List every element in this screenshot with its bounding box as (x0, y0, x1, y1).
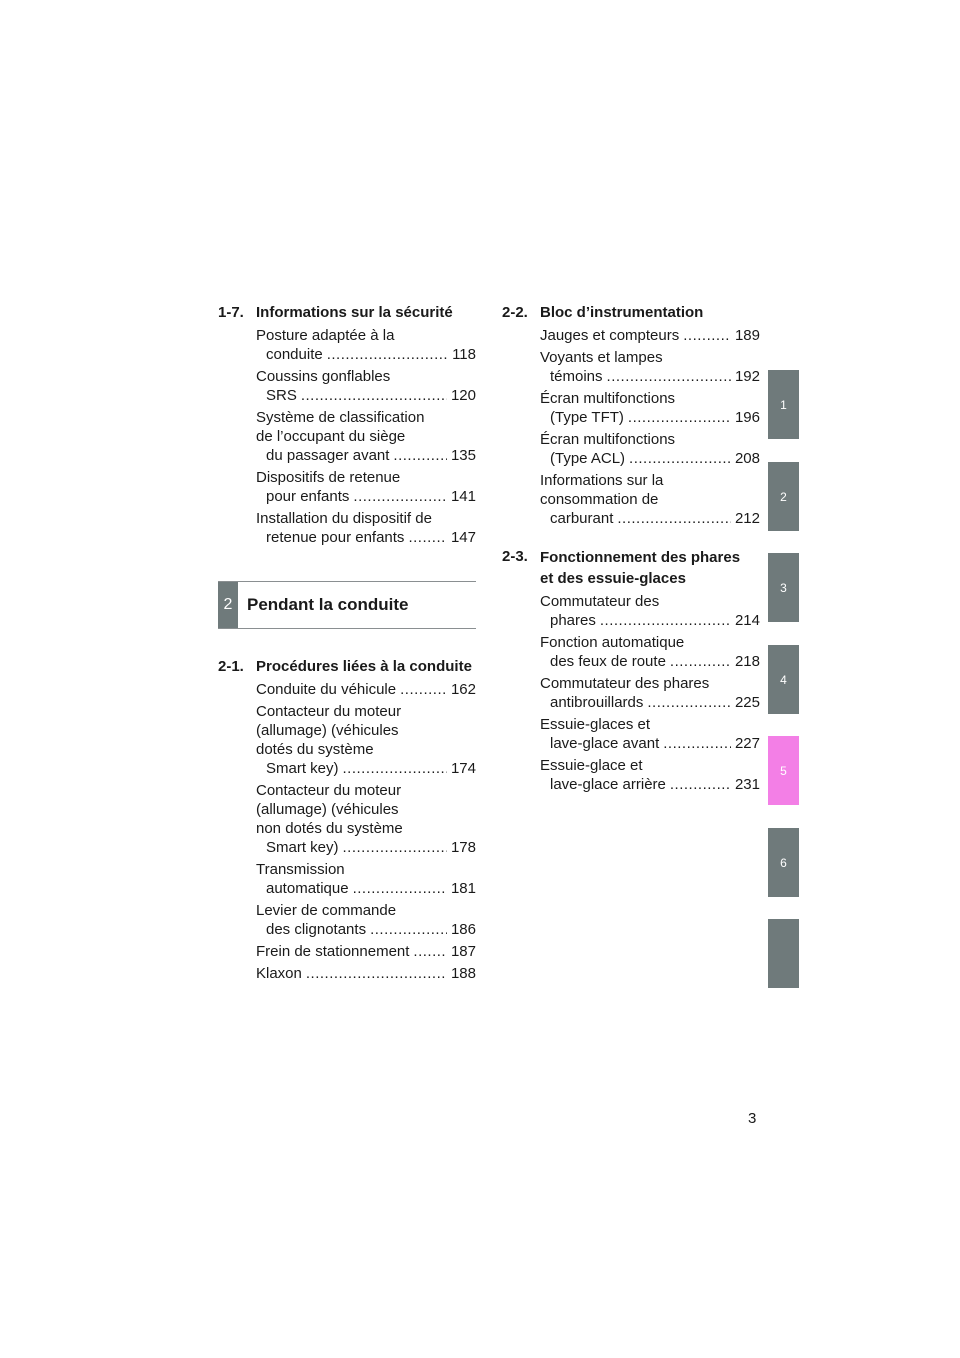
chapter-heading (218, 581, 476, 629)
dot-leader (353, 487, 447, 506)
entry-list (502, 592, 760, 794)
section-number: 2-3. (502, 548, 528, 565)
toc-entry-line (540, 775, 760, 794)
toc-page-number: 186 (450, 921, 476, 938)
toc-entry-text: carburant (550, 510, 614, 527)
toc-entry-text: du passager avant (266, 447, 390, 464)
section-2-2 (502, 303, 760, 528)
toc-entry-line (256, 964, 476, 983)
section-title-line: et des essuie-glaces (540, 570, 686, 587)
toc-entry-text: des feux de route (550, 653, 666, 670)
toc-entry[interactable] (256, 326, 476, 364)
toc-entry-line (256, 345, 476, 364)
toc-entry-text: retenue pour enfants (266, 529, 405, 546)
toc-page-number: 192 (734, 368, 760, 385)
toc-page-number: 218 (734, 653, 760, 670)
toc-entry-line (256, 528, 476, 547)
section-title-line: Fonctionnement des phares (540, 549, 741, 566)
toc-page-number: 147 (450, 529, 476, 546)
toc-entry[interactable] (256, 509, 476, 547)
toc-entry[interactable] (540, 592, 760, 630)
toc-entry[interactable] (540, 348, 760, 386)
toc-page-number: 225 (734, 694, 760, 711)
toc-entry-text: Dispositifs de retenue (256, 469, 401, 486)
chapter-tab-index[interactable] (768, 919, 799, 988)
toc-page-number: 212 (734, 510, 760, 527)
section-title: Bloc d’instrumentation (540, 304, 704, 321)
section-heading (218, 303, 476, 323)
dot-leader (301, 386, 447, 405)
dot-leader (408, 528, 447, 547)
toc-page-number: 231 (734, 776, 760, 793)
chapter-number-badge: 2 (218, 582, 238, 628)
dot-leader (306, 964, 447, 983)
toc-entry-line (256, 487, 476, 506)
toc-entry[interactable] (540, 715, 760, 753)
section-title: Procédures liées à la conduite (256, 658, 472, 675)
section-number: 2-2. (502, 304, 528, 321)
toc-entry[interactable] (256, 367, 476, 405)
toc-page-number: 120 (450, 387, 476, 404)
dot-leader (400, 680, 447, 699)
toc-entry-text: phares (550, 612, 596, 629)
toc-entry[interactable] (540, 674, 760, 712)
toc-page-number: 208 (734, 450, 760, 467)
toc-entry-text: SRS (266, 387, 297, 404)
toc-entry-line (256, 680, 476, 699)
toc-entry-text: consommation de (540, 491, 659, 508)
toc-entry-line (540, 449, 760, 468)
toc-entry-text: Coussins gonflables (256, 368, 391, 385)
chapter-tab-1[interactable]: 1 (768, 370, 799, 439)
toc-entry-line (540, 408, 760, 427)
section-2-1 (218, 657, 476, 983)
chapter-tab-5[interactable]: 5 (768, 736, 799, 805)
toc-entry-text: de l’occupant du siège (256, 428, 406, 445)
chapter-tab-6[interactable]: 6 (768, 828, 799, 897)
chapter-tab-3[interactable]: 3 (768, 553, 799, 622)
toc-page-number: 187 (450, 943, 476, 960)
toc-entry-line (256, 759, 476, 778)
toc-entry-line (540, 693, 760, 712)
toc-entry-line (256, 386, 476, 405)
toc-column-right (502, 303, 760, 813)
dot-leader (327, 345, 448, 364)
toc-entry-text: Voyants et lampes (540, 349, 663, 366)
dot-leader (628, 408, 731, 427)
toc-entry-text: conduite (266, 346, 323, 363)
dot-leader (670, 652, 731, 671)
chapter-tab-2[interactable]: 2 (768, 462, 799, 531)
toc-entry[interactable] (256, 468, 476, 506)
section-2-3 (502, 547, 760, 794)
toc-page-number: 181 (450, 880, 476, 897)
toc-entry-line (540, 326, 760, 345)
toc-entry-text: Système de classification (256, 409, 425, 426)
section-number: 2-1. (218, 658, 244, 675)
toc-entry-text: Conduite du véhicule (256, 681, 397, 698)
toc-entry-line (256, 920, 476, 939)
dot-leader (393, 446, 447, 465)
toc-entry-line (540, 509, 760, 528)
dot-leader (343, 838, 447, 857)
toc-entry[interactable] (256, 702, 476, 778)
toc-entry[interactable] (256, 964, 476, 983)
toc-page-number: 178 (450, 839, 476, 856)
toc-page-number: 227 (734, 735, 760, 752)
toc-entry-text: Posture adaptée à la (256, 327, 395, 344)
toc-entry-text: Contacteur du moteur (256, 782, 402, 799)
toc-entry-text: Smart key) (266, 760, 339, 777)
toc-entry-text: Smart key) (266, 839, 339, 856)
section-heading (218, 657, 476, 677)
toc-page-number: 135 (450, 447, 476, 464)
toc-entry[interactable] (256, 680, 476, 699)
toc-entry[interactable] (540, 430, 760, 468)
dot-leader (663, 734, 731, 753)
toc-page-number: 118 (452, 346, 476, 363)
toc-entry[interactable] (256, 781, 476, 857)
section-title: Informations sur la sécurité (256, 304, 453, 321)
dot-leader (413, 942, 447, 961)
toc-entry-text: Écran multifonctions (540, 431, 676, 448)
toc-entry-line (540, 734, 760, 753)
section-number: 1-7. (218, 304, 244, 321)
entry-list (502, 326, 760, 528)
dot-leader (647, 693, 731, 712)
section-heading (502, 303, 760, 323)
chapter-tab-4[interactable]: 4 (768, 645, 799, 714)
dot-leader (683, 326, 731, 345)
toc-entry-text: (allumage) (véhicules (256, 801, 399, 818)
toc-entry[interactable] (256, 942, 476, 961)
toc-entry-text: Informations sur la (540, 472, 664, 489)
toc-entry[interactable] (256, 408, 476, 465)
dot-leader (343, 759, 447, 778)
toc-entry[interactable] (540, 389, 760, 427)
toc-entry-text: témoins (550, 368, 603, 385)
toc-entry[interactable] (540, 756, 760, 794)
toc-entry-text: Commutateur des phares (540, 675, 710, 692)
toc-page-number: 196 (734, 409, 760, 426)
toc-entry-text: non dotés du système (256, 820, 403, 837)
entry-list (218, 326, 476, 547)
toc-entry-text: Levier de commande (256, 902, 397, 919)
toc-entry-text: Frein de stationnement (256, 943, 410, 960)
toc-entry-text: Transmission (256, 861, 345, 878)
toc-entry-text: dotés du système (256, 741, 374, 758)
toc-entry-text: Installation du dispositif de (256, 510, 432, 527)
toc-entry-text: antibrouillards (550, 694, 644, 711)
toc-entry[interactable] (256, 860, 476, 898)
dot-leader (600, 611, 731, 630)
section-1-7 (218, 303, 476, 547)
toc-entry-text: Klaxon (256, 965, 302, 982)
toc-entry-line (256, 446, 476, 465)
toc-entry-line (540, 652, 760, 671)
toc-page-number: 214 (734, 612, 760, 629)
toc-page-number: 174 (450, 760, 476, 777)
toc-entry-text: Essuie-glace et (540, 757, 643, 774)
toc-entry-text: Jauges et compteurs (540, 327, 680, 344)
dot-leader (370, 920, 447, 939)
entry-list (218, 680, 476, 983)
toc-entry-text: Essuie-glaces et (540, 716, 651, 733)
toc-entry-line (540, 611, 760, 630)
toc-entry-text: Écran multifonctions (540, 390, 676, 407)
toc-page-number: 162 (450, 681, 476, 698)
toc-entry[interactable] (540, 326, 760, 345)
dot-leader (607, 367, 731, 386)
toc-entry[interactable] (256, 901, 476, 939)
page-number: 3 (748, 1110, 757, 1127)
toc-entry-text: pour enfants (266, 488, 350, 505)
toc-entry-line (540, 367, 760, 386)
section-title (540, 547, 760, 589)
toc-entry-text: automatique (266, 880, 349, 897)
dot-leader (353, 879, 447, 898)
toc-entry-text: Commutateur des (540, 593, 660, 610)
toc-entry-text: Contacteur du moteur (256, 703, 402, 720)
toc-page-number: 188 (450, 965, 476, 982)
toc-entry-text: (Type ACL) (550, 450, 626, 467)
toc-entry-text: lave-glace avant (550, 735, 660, 752)
toc-entry-text: (Type TFT) (550, 409, 624, 426)
toc-entry-text: Fonction automatique (540, 634, 685, 651)
dot-leader (670, 775, 731, 794)
toc-entry[interactable] (540, 633, 760, 671)
toc-entry-text: (allumage) (véhicules (256, 722, 399, 739)
chapter-title: Pendant la conduite (247, 595, 409, 614)
section-heading (502, 547, 760, 589)
toc-column-left (218, 303, 476, 1002)
toc-page-number: 189 (734, 327, 760, 344)
toc-entry-line (256, 838, 476, 857)
dot-leader (629, 449, 731, 468)
dot-leader (617, 509, 731, 528)
toc-entry-line (256, 942, 476, 961)
toc-page-number: 141 (450, 488, 476, 505)
toc-entry-text: lave-glace arrière (550, 776, 666, 793)
toc-entry-text: des clignotants (266, 921, 367, 938)
toc-entry[interactable] (540, 471, 760, 528)
toc-entry-line (256, 879, 476, 898)
